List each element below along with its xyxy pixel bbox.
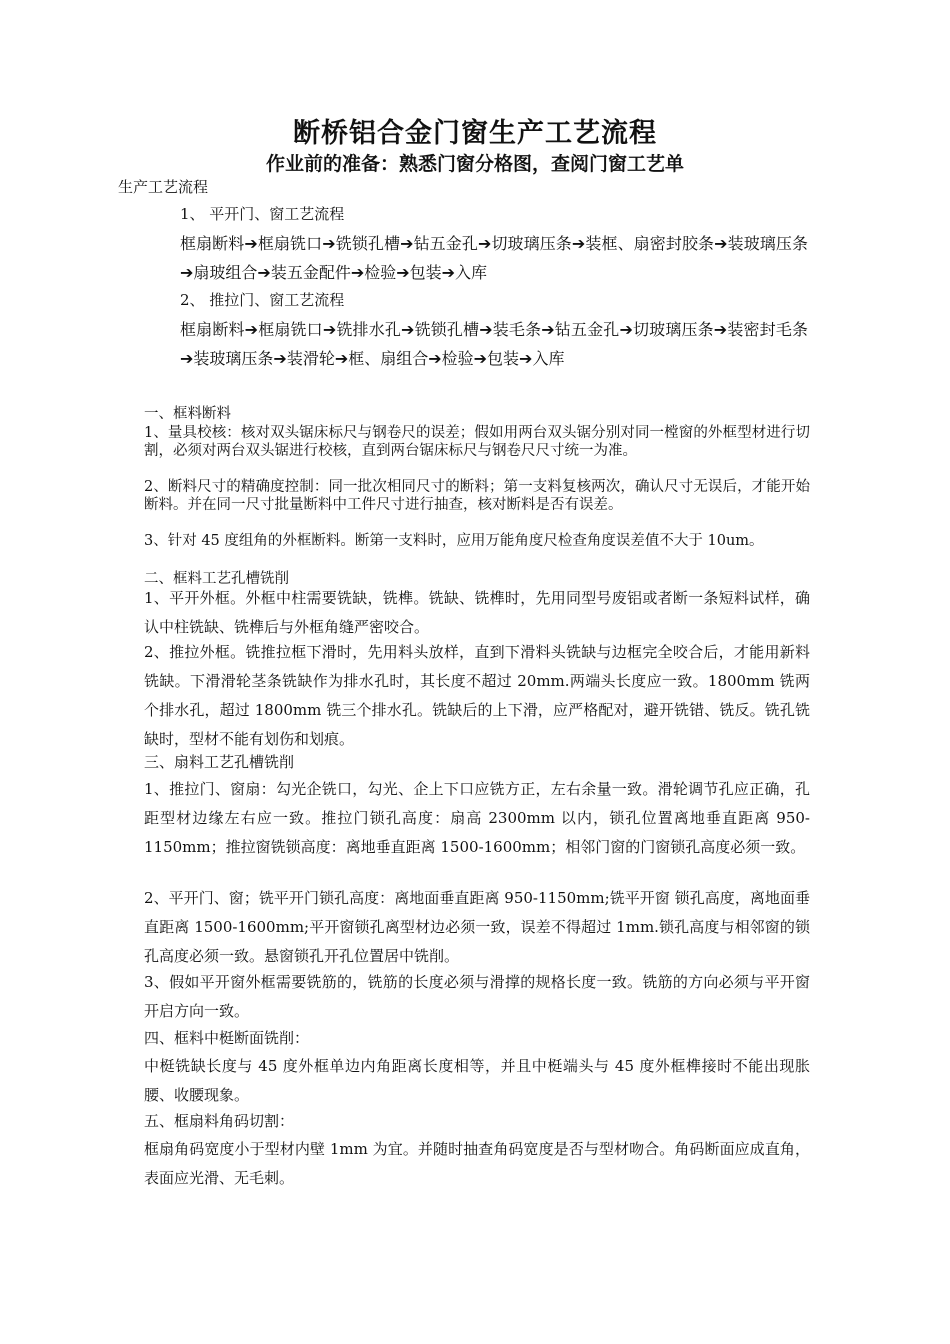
section4-heading: 四、框料中梃断面铣削： (144, 1029, 310, 1047)
flow2-heading: 2、 推拉门、窗工艺流程 (180, 291, 345, 309)
section1-para1: 1、量具校核：核对双头锯床标尺与钢卷尺的误差；假如用两台双头锯分别对同一樘窗的外框型材进行切割，必须对两台双头锯进行校核，直到两台锯床标尺与钢卷尺尺寸统一为准。 (144, 425, 810, 459)
section3-para2: 2、平开门、窗；铣平开门锁孔高度：离地面垂直距离 950-1150mm;铣平开窗 锁孔高度，离地面垂直距离 1500-1600mm;平开窗锁孔离型材边必须一致，误差不得超过 1mm.锁孔高度与相邻窗的锁孔高度必须一致。悬窗锁孔开孔位置居中铣削。 (144, 889, 810, 965)
section3-para1: 1、推拉门、窗扇：勾光企铣口，勾光、企上下口应铣方正，左右余量一致。滑轮调节孔应正确，孔距型材边缘左右应一致。推拉门锁孔高度：扇高 2300mm 以内，锁孔位置离地垂直距离 950-1150mm；推拉窗铣锁高度：离地垂直距离 1500-1600mm；相邻门窗的门窗锁孔高度必须一致。 (144, 780, 810, 856)
section2-heading: 二、框料工艺孔槽铣削 (144, 571, 289, 587)
section2-para1: 1、平开外框。外框中柱需要铣缺，铣榫。铣缺、铣榫时，先用同型号废铝或者断一条短料试样，确认中柱铣缺、铣榫后与外框角缝严密咬合。 (144, 589, 810, 636)
section1-heading: 一、框料断料 (144, 406, 231, 422)
section5-para1: 框扇角码宽度小于型材内壁 1mm 为宜。并随时抽查角码宽度是否与型材吻合。角码断面应成直角，表面应光滑、无毛刺。 (144, 1140, 810, 1187)
section3-heading: 三、扇料工艺孔槽铣削 (144, 753, 295, 771)
section1-para3: 3、针对 45 度组角的外框断料。断第一支料时，应用万能角度尺检查角度误差值不大于 10um。 (144, 533, 764, 549)
document-subtitle: 作业前的准备：熟悉门窗分格图，查阅门窗工艺单 (265, 153, 684, 175)
section1-para2: 2、断料尺寸的精确度控制：同一批次相同尺寸的断料；第一支料复核两次，确认尺寸无误后，才能开始断料。并在同一尺寸批量断料中工件尺寸进行抽查，核对断料是否有误差。 (144, 479, 810, 513)
section4-para1: 中梃铣缺长度与 45 度外框单边内角距离长度相等，并且中梃端头与 45 度外框榫接时不能出现胀腰、收腰现象。 (144, 1057, 810, 1104)
section2-para2: 2、推拉外框。铣推拉框下滑时，先用料头放样，直到下滑料头铣缺与边框完全咬合后，才能用新料铣缺。下滑滑轮茎条铣缺作为排水孔时，其长度不超过 20mm.两端头长度应一致。1800mm 铣两个排水孔，超过 1800mm 铣三个排水孔。铣缺后的上下滑，应严格配对，避开铣错、铣反。铣孔铣缺时，型材不能有划伤和划痕。 (144, 643, 810, 748)
flow1-text: 框扇断料➔框扇铣口➔铣锁孔槽➔钻五金孔➔切玻璃压条➔装框、扇密封胶条➔装玻璃压条➔扇玻组合➔装五金配件➔检验➔包装➔入库 (180, 234, 808, 282)
document-title: 断桥铝合金门窗生产工艺流程 (293, 118, 657, 149)
section3-para3: 3、假如平开窗外框需要铣筋的，铣筋的长度必须与滑撑的规格长度一致。铣筋的方向必须与平开窗开启方向一致。 (144, 973, 810, 1020)
flow-header: 生产工艺流程 (118, 178, 209, 196)
section5-heading: 五、框扇料角码切割： (144, 1112, 295, 1130)
flow1-heading: 1、 平开门、窗工艺流程 (180, 205, 345, 223)
flow2-text: 框扇断料➔框扇铣口➔铣排水孔➔铣锁孔槽➔装毛条➔钻五金孔➔切玻璃压条➔装密封毛条➔装玻璃压条➔装滑轮➔框、扇组合➔检验➔包装➔入库 (180, 320, 808, 368)
